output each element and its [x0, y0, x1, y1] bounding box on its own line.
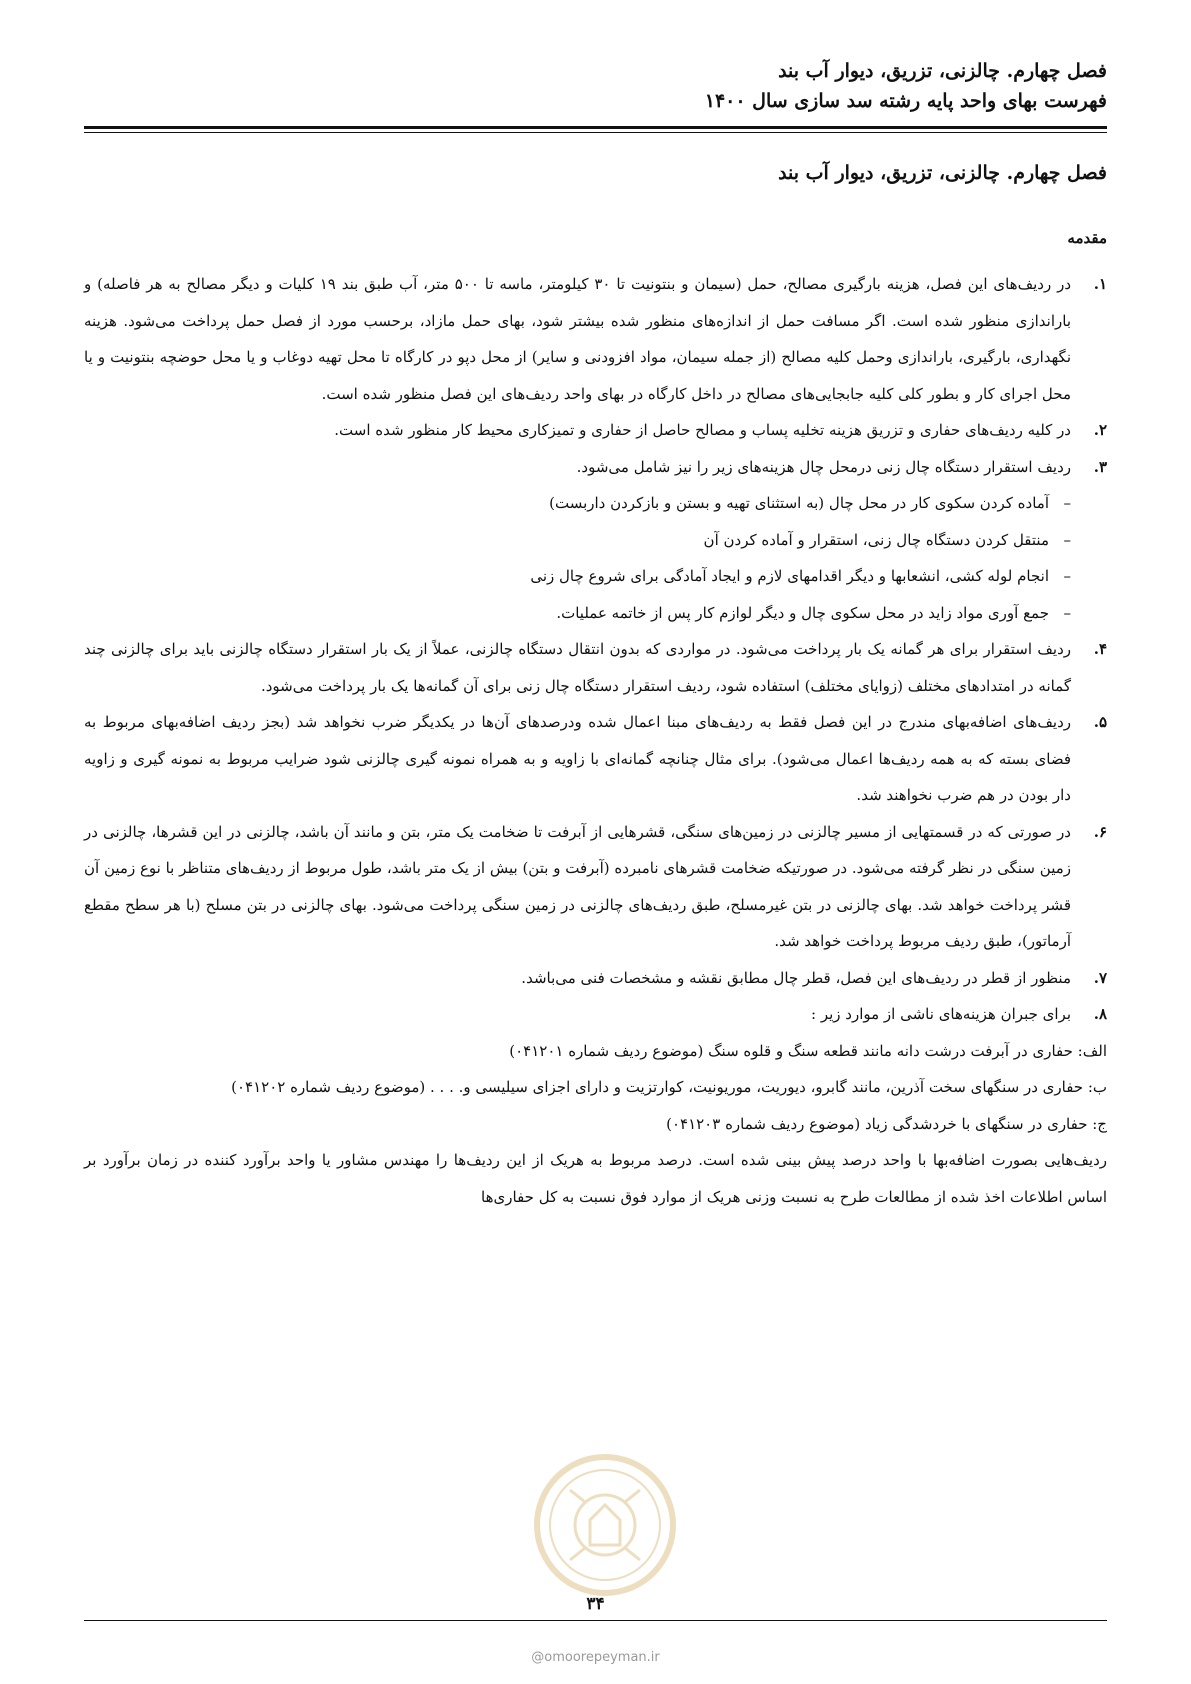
- list-item-3: [84, 449, 1107, 486]
- page-number: ۳۴: [586, 1594, 605, 1614]
- list-item-text: در ردیف‌های این فصل، هزینه بارگیری مصالح، حمل (سیمان و بنتونیت تا ۳۰ کیلومتر، ماسه تا ۵۰۰ متر، آب طبق بند ۱۹ کلیات و دیگر مصالح به هر فاصله) و باراندازی منظور شده است. اگر مسافت حمل از اندازه‌های منظور شده بیشتر شود، بهای حمل مازاد، برحسب مورد از فصل حمل پرداخت می‌شود. هزینه نگهداری، بارگیری، باراندازی وحمل کلیه مصالح (از جمله سیمان، مواد افزودنی و سایر) از محل دپو در کارگاه تا محل تهیه دوغاب و یا محل حوضچه بنتونیت و یا محل اجرای کار و بطور کلی کلیه جابجایی‌های مصالح در داخل کارگاه در بهای واحد ردیف‌های این فصل منظور شده است.: [84, 275, 1071, 403]
- list-item-number: ۴.: [1093, 640, 1107, 658]
- list-item-1: [84, 266, 1107, 412]
- watermark-seal-icon: [530, 1450, 680, 1600]
- sub-list-item: [84, 558, 1107, 595]
- list-item-2: [84, 412, 1107, 449]
- intro-title: مقدمه: [1067, 229, 1107, 247]
- footer-site-watermark: @omoorepeyman.ir: [531, 1650, 660, 1665]
- header-document-title: فهرست بهای واحد پایه رشته سد سازی سال ۱۴۰۰: [704, 90, 1107, 112]
- paragraph-be: ب: حفاری در سنگهای سخت آذرین، مانند گابرو، دیوریت، موریونیت، کوارتزیت و دارای اجزای سیلیسی و. . . . (موضوع ردیف شماره ۰۴۱۲۰۲): [231, 1078, 1107, 1096]
- sub-list-item-text: جمع آوری مواد زاید در محل سکوی چال و دیگر لوازم کار پس از خاتمه عملیات.: [556, 603, 1049, 622]
- paragraph-summary: ردیف‌هایی بصورت اضافه‌بها با واحد درصد پیش بینی شده است. درصد مربوط به هریک از این ردیف‌ها را مهندس مشاور یا واحد برآورد کننده در زمان برآورد بر اساس اطلاعات اخذ شده از مطالعات طرح به نسبت وزنی هریک از موارد فوق نسبت به کل حفاری‌ها: [84, 1151, 1107, 1206]
- list-item-text: برای جبران هزینه‌های ناشی از موارد زیر :: [811, 1005, 1071, 1023]
- sub-list-item: [84, 485, 1107, 522]
- list-item-text: ردیف‌های اضافه‌بهای مندرج در این فصل فقط به ردیف‌های مبنا اعمال شده ودرصدهای آن‌ها در یکدیگر ضرب نخواهد شد (بجز ردیف اضافه‌بهای مربوط به فضای بسته که به همه ردیف‌ها اعمال می‌شود). برای مثال چنانچه گمانه‌ای با زاویه و به همراه نمونه گیری چالزنی شود ضرایب مربوط به نمونه گیری و زاویه دار بودن در هم ضرب نخواهند شد.: [84, 713, 1071, 804]
- list-item-6: [84, 814, 1107, 960]
- page-header: [84, 56, 1107, 116]
- sub-list-item-text: منتقل کردن دستگاه چال زنی، استقرار و آماده کردن آن: [703, 530, 1049, 549]
- list-item-7: [84, 960, 1107, 997]
- list-item-text: در صورتی که در قسمتهایی از مسیر چالزنی در زمین‌های سنگی، قشرهایی از آبرفت تا ضخامت یک متر، بتن و مانند آن باشد، چالزنی در این قشرها، چالزنی در زمین سنگی در نظر گرفته می‌شود. در صورتیکه ضخامت قشرهای نامبرده (آبرفت و بتن) بیش از یک متر باشد، طول مربوط از ردیف‌های متناظر با نوع زمین آن قشر پرداخت خواهد شد. بهای چالزنی در بتن غیرمسلح، طبق ردیف‌های چالزنی در زمین سنگی پرداخت می‌شود. بهای چالزنی در بتن مسلح (با هر سطح مقطع آرماتور)، طبق ردیف مربوط پرداخت خواهد شد.: [84, 822, 1071, 950]
- dash-bullet: –: [1063, 567, 1071, 585]
- footer-rule: [84, 1620, 1107, 1621]
- list-item-text: منظور از قطر در ردیف‌های این فصل، قطر چال مطابق نقشه و مشخصات فنی می‌باشد.: [521, 968, 1071, 987]
- list-item-number: ۶.: [1093, 822, 1107, 841]
- header-chapter-title: فصل چهارم. چالزنی، تزریق، دیوار آب بند: [778, 60, 1107, 82]
- sub-list-item-text: آماده کردن سکوی کار در محل چال (به استثنای تهیه و بستن و بازکردن داربست): [549, 494, 1049, 512]
- paragraph-alef: الف: حفاری در آبرفت درشت دانه مانند قطعه سنگ و قلوه سنگ (موضوع ردیف شماره ۰۴۱۲۰۱): [509, 1041, 1107, 1060]
- page-content: [84, 158, 1107, 1215]
- list-item-text: در کلیه ردیف‌های حفاری و تزریق هزینه تخلیه پساب و مصالح حاصل از حفاری و تمیزکاری محیط کار منظور شده است.: [334, 421, 1071, 439]
- list-item-number: ۵.: [1093, 713, 1107, 731]
- list-item-5: [84, 704, 1107, 814]
- chapter-title: فصل چهارم. چالزنی، تزریق، دیوار آب بند: [778, 162, 1107, 184]
- paragraph-jim: ج: حفاری در سنگهای با خردشدگی زیاد (موضوع ردیف شماره ۰۴۱۲۰۳): [666, 1114, 1107, 1133]
- header-rule-thick: [84, 126, 1107, 129]
- dash-bullet: –: [1063, 603, 1071, 622]
- list-item-number: ۱.: [1093, 275, 1107, 293]
- header-rule-thin: [84, 132, 1107, 133]
- list-item-number: ۳.: [1093, 457, 1107, 476]
- list-item-number: ۲.: [1093, 421, 1107, 439]
- list-item-number: ۸.: [1093, 1005, 1107, 1023]
- list-item-number: ۷.: [1093, 968, 1107, 987]
- list-item-4: [84, 631, 1107, 704]
- dash-bullet: –: [1063, 494, 1071, 512]
- sub-list-item: [84, 595, 1107, 632]
- dash-bullet: –: [1063, 530, 1071, 549]
- sub-list-item-text: انجام لوله کشی، انشعابها و دیگر اقدامهای لازم و ایجاد آمادگی برای شروع چال زنی: [530, 567, 1049, 585]
- list-item-8: [84, 996, 1107, 1033]
- list-item-text: ردیف استقرار دستگاه چال زنی درمحل چال هزینه‌های زیر را نیز شامل می‌شود.: [576, 457, 1071, 476]
- list-item-text: ردیف استقرار برای هر گمانه یک بار پرداخت می‌شود. در مواردی که بدون انتقال دستگاه چالزنی، عملاً از یک بار استقرار دستگاه چالزنی باید برای چالزنی چند گمانه در امتدادهای مختلف (زوایای مختلف) استفاده شود، ردیف استقرار دستگاه چال زنی برای آن گمانه‌ها یک بار پرداخت می‌شود.: [84, 640, 1071, 695]
- sub-list-item: [84, 522, 1107, 559]
